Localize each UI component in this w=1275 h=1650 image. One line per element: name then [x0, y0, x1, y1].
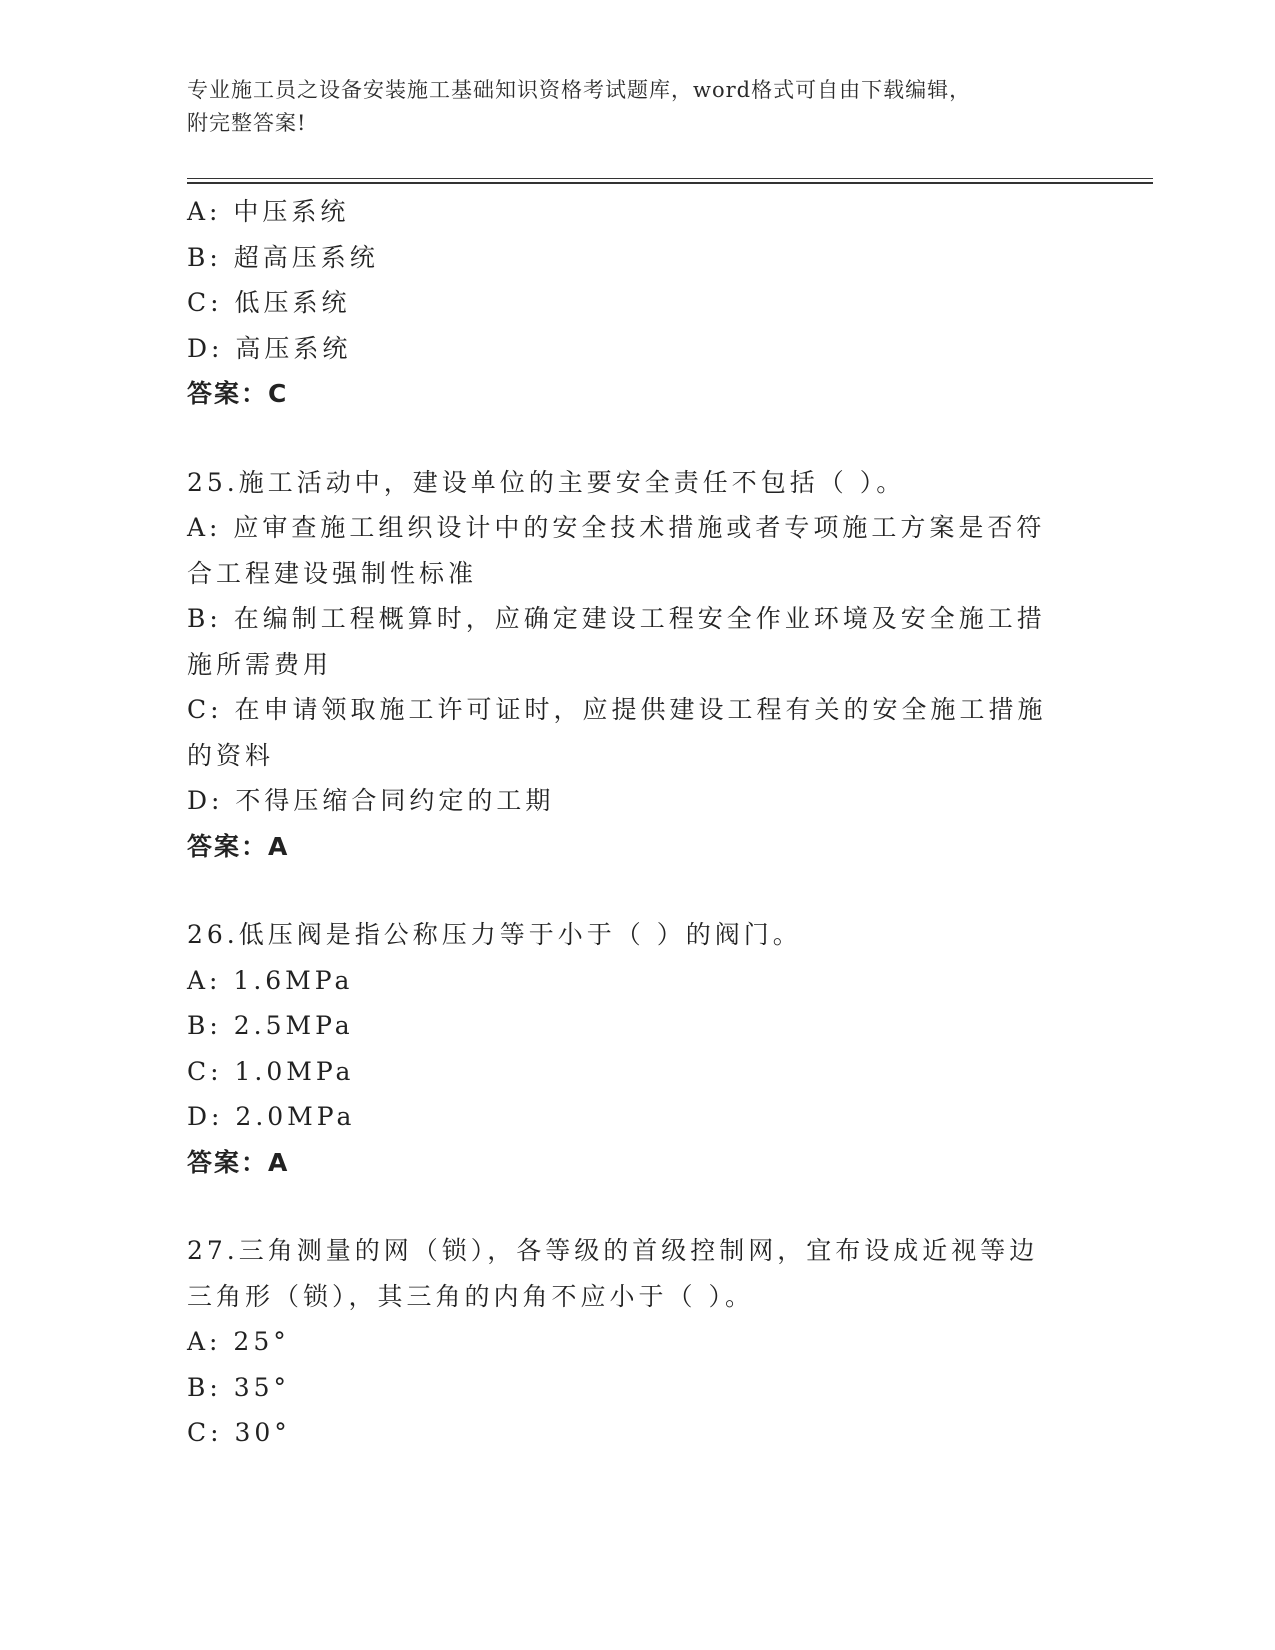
q25-answer: [187, 824, 1067, 870]
q27-option-c: C: 30°: [187, 1418, 291, 1447]
q25-option-b: B: 在编制工程概算时，应确定建设工程安全作业环境及安全施工措施所需费用: [187, 604, 1046, 679]
q26-option-b: B: 2.5MPa: [187, 1011, 354, 1040]
q26-option-d: D: 2.0MPa: [187, 1102, 356, 1131]
header-divider-thin: [187, 178, 1153, 179]
header-divider-thick: [187, 182, 1153, 184]
q26-question-text: 26.低压阀是指公称压力等于小于（ ）的阀门。: [187, 920, 802, 949]
question-24: [187, 189, 1067, 417]
q27-question-text: 27.三角测量的网（锁），各等级的首级控制网，宜布设成近视等边三角形（锁），其三角的内角不应小于（ ）。: [187, 1236, 1039, 1311]
answer-label: 答案：: [187, 831, 269, 861]
q25-option-d: D: 不得压缩合同约定的工期: [187, 786, 555, 815]
q25-option-c: C: 在申请领取施工许可证时，应提供建设工程有关的安全施工措施的资料: [187, 695, 1047, 770]
q24-option-c: C: 低压系统: [187, 288, 351, 317]
answer-value: A: [268, 831, 290, 861]
q25-question-text: 25.施工活动中，建设单位的主要安全责任不包括（ ）。: [187, 467, 906, 497]
answer-value: A: [268, 1147, 290, 1177]
q24-option-b: B: 超高压系统: [187, 242, 379, 272]
q24-option-d: D: 高压系统: [187, 333, 352, 363]
q24-answer: [187, 371, 1067, 417]
question-25: [187, 460, 1067, 870]
answer-label: 答案：: [187, 379, 269, 408]
q27-option-a: A: 25°: [187, 1327, 290, 1356]
document-header: [187, 74, 1067, 140]
q26-option-c: C: 1.0MPa: [187, 1056, 355, 1086]
q25-option-a: A: 应审查施工组织设计中的安全技术措施或者专项施工方案是否符合工程建设强制性标准: [187, 513, 1046, 588]
q26-option-a: A: 1.6MPa: [187, 965, 354, 995]
header-line-2: 附完整答案!: [187, 111, 307, 135]
q24-option-a: A: 中压系统: [187, 197, 350, 226]
q27-option-b: B: 35°: [187, 1372, 291, 1402]
answer-value: C: [268, 379, 289, 408]
header-line-1: 专业施工员之设备安装施工基础知识资格考试题库，word格式可自由下载编辑，: [187, 78, 972, 102]
question-26: [187, 912, 1067, 1185]
question-27: [187, 1228, 1067, 1456]
question-content: [187, 189, 1067, 1456]
q26-answer: [187, 1140, 1067, 1186]
answer-label: 答案：: [187, 1147, 269, 1177]
